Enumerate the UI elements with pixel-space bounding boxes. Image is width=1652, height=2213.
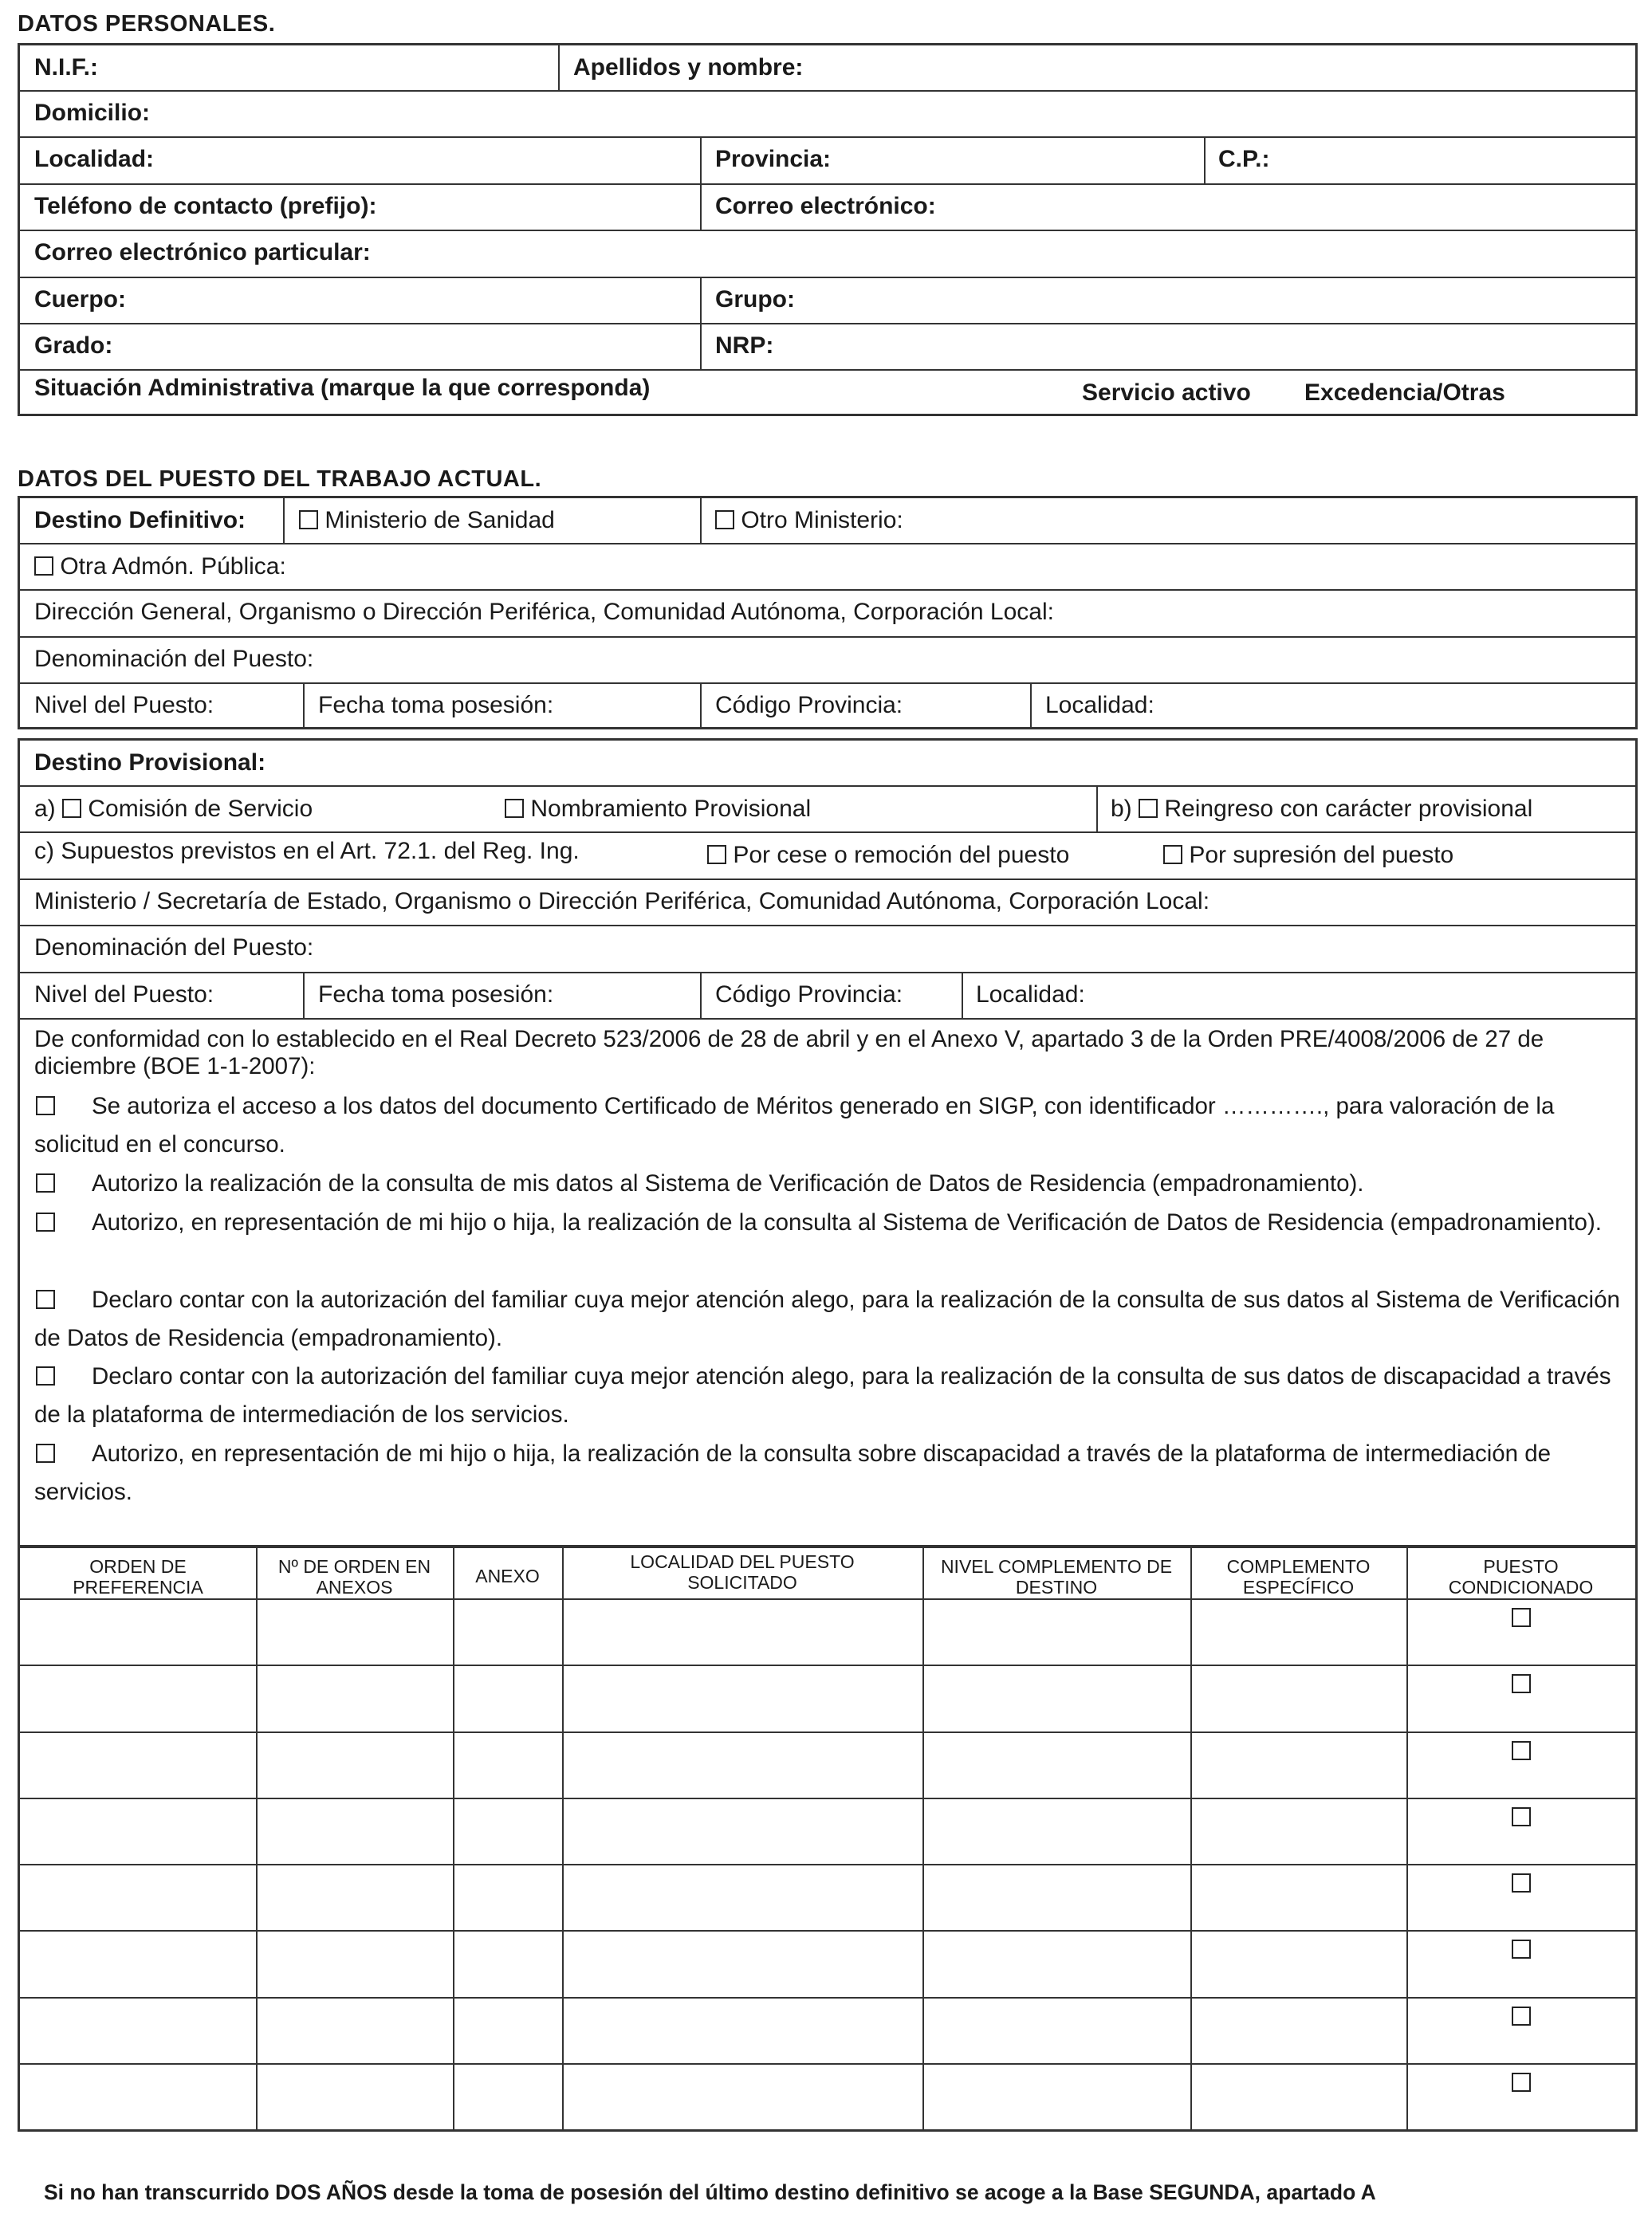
col-orden-preferencia bbox=[20, 1556, 256, 1598]
telefono-label: Teléfono de contacto (prefijo): bbox=[34, 193, 377, 219]
consent-item bbox=[34, 1358, 1627, 1434]
consent-item bbox=[34, 1204, 1627, 1242]
comision-option[interactable] bbox=[34, 795, 313, 823]
codigo-provincia-label: Código Provincia: bbox=[715, 692, 903, 718]
grupo-label: Grupo: bbox=[715, 286, 795, 312]
correo-particular-label: Correo electrónico particular: bbox=[34, 239, 371, 265]
header-line: CONDICIONADO bbox=[1448, 1577, 1594, 1598]
servicio-activo-option[interactable]: Servicio activo bbox=[1082, 379, 1251, 406]
header-line: Nº DE ORDEN EN bbox=[277, 1556, 431, 1577]
table-row[interactable] bbox=[20, 1598, 1635, 1665]
header-line: ANEXO bbox=[475, 1566, 540, 1586]
cp-label: C.P.: bbox=[1218, 146, 1270, 172]
checkbox-icon[interactable] bbox=[36, 1444, 55, 1463]
correo-label: Correo electrónico: bbox=[715, 193, 936, 219]
otro-ministerio-option[interactable] bbox=[715, 506, 903, 535]
puesto-condicionado-checkbox[interactable] bbox=[1512, 1940, 1531, 1959]
provincia-label: Provincia: bbox=[715, 146, 832, 172]
personal-heading: DATOS PERSONALES. bbox=[18, 11, 276, 37]
excedencia-option[interactable]: Excedencia/Otras bbox=[1304, 379, 1505, 406]
header-line: ESPECÍFICO bbox=[1242, 1577, 1355, 1598]
por-supresion-label: Por supresión del puesto bbox=[1189, 842, 1454, 868]
checkbox-icon[interactable] bbox=[62, 799, 81, 818]
reingreso-label: Reingreso con carácter provisional bbox=[1164, 796, 1533, 822]
ministerio-sanidad-label: Ministerio de Sanidad bbox=[324, 507, 555, 533]
destino-definitivo-label: Destino Definitivo: bbox=[34, 507, 246, 533]
header-line: ANEXOS bbox=[316, 1577, 393, 1598]
otra-admon-option[interactable] bbox=[34, 552, 286, 581]
header-line: PUESTO bbox=[1483, 1556, 1559, 1577]
table-row[interactable] bbox=[20, 1798, 1635, 1864]
consent-item-text: Autorizo la realización de la consulta de mis datos al Sistema de Verificación de Datos de Residencia (empadronamiento). bbox=[92, 1170, 1364, 1197]
header-line: SOLICITADO bbox=[687, 1572, 797, 1593]
por-supresion-option[interactable] bbox=[1163, 841, 1453, 870]
nivel-provisional-label: Nivel del Puesto: bbox=[34, 981, 214, 1008]
header-line: LOCALIDAD DEL PUESTO bbox=[630, 1551, 855, 1572]
nivel-label: Nivel del Puesto: bbox=[34, 692, 214, 718]
fecha-label: Fecha toma posesión: bbox=[318, 692, 554, 718]
destino-provisional-box bbox=[18, 738, 1638, 1547]
header-line: DESTINO bbox=[1015, 1577, 1098, 1598]
col-puesto-condicionado bbox=[1406, 1556, 1635, 1598]
puesto-heading: DATOS DEL PUESTO DEL TRABAJO ACTUAL. bbox=[18, 466, 542, 492]
consent-item-text: Autorizo, en representación de mi hijo o hija, la realización de la consulta sobre discapacidad a través de la plataforma de intermediación de servicios. bbox=[34, 1441, 1552, 1505]
consent-item-text: Autorizo, en representación de mi hijo o hija, la realización de la consulta al Sistema de Verificación de Datos de Residencia (empadronamiento). bbox=[92, 1209, 1602, 1236]
puesto-condicionado-checkbox[interactable] bbox=[1512, 2073, 1531, 2092]
puesto-condicionado-checkbox[interactable] bbox=[1512, 1873, 1531, 1893]
checkbox-icon[interactable] bbox=[1139, 799, 1158, 818]
table-row[interactable] bbox=[20, 2063, 1635, 2129]
b-prefix: b) bbox=[1111, 796, 1132, 822]
header-line: NIVEL COMPLEMENTO DE bbox=[940, 1556, 1173, 1577]
reingreso-option[interactable] bbox=[1111, 795, 1532, 823]
domicilio-label: Domicilio: bbox=[34, 100, 151, 126]
checkbox-icon[interactable] bbox=[299, 510, 318, 529]
consent-item bbox=[34, 1281, 1627, 1358]
destino-definitivo-box bbox=[18, 496, 1638, 729]
checkbox-icon[interactable] bbox=[34, 556, 53, 576]
supuestos-label: c) Supuestos previstos en el Art. 72.1. del Reg. Ing. bbox=[34, 838, 580, 864]
nif-label: N.I.F.: bbox=[34, 54, 98, 81]
localidad-label: Localidad: bbox=[1045, 692, 1154, 718]
denominacion-label: Denominación del Puesto: bbox=[34, 646, 314, 672]
personal-data-box bbox=[18, 43, 1638, 416]
table-row[interactable] bbox=[20, 1864, 1635, 1930]
consent-item-text: Declaro contar con la autorización del familiar cuya mejor atención alego, para la realización de la consulta de sus datos de discapacidad a través de la plataforma de intermediación de los servicios. bbox=[34, 1363, 1611, 1428]
nombre-label: Apellidos y nombre: bbox=[573, 54, 804, 81]
checkbox-icon[interactable] bbox=[36, 1173, 55, 1193]
preferences-table bbox=[18, 1546, 1638, 2132]
consent-item-text: Declaro contar con la autorización del familiar cuya mejor atención alego, para la realización de la consulta de sus datos al Sistema de Verificación de Datos de Residencia (empadronamiento). bbox=[34, 1287, 1620, 1351]
consent-item-text: Se autoriza el acceso a los datos del documento Certificado de Méritos generado en SIGP, con identificador …………., para valoración de la solicitud en el concurso. bbox=[34, 1093, 1555, 1158]
situacion-label: Situación Administrativa (marque la que corresponda) bbox=[34, 375, 651, 401]
codigo-provincia-provisional-label: Código Provincia: bbox=[715, 981, 903, 1008]
por-cese-option[interactable] bbox=[707, 841, 1069, 870]
col-complemento-especifico bbox=[1190, 1556, 1406, 1598]
header-line: ORDEN DE bbox=[89, 1556, 187, 1577]
header-line: PREFERENCIA bbox=[73, 1577, 203, 1598]
checkbox-icon[interactable] bbox=[36, 1366, 55, 1386]
consent-item bbox=[34, 1087, 1627, 1164]
checkbox-icon[interactable] bbox=[36, 1213, 55, 1232]
footer-note: Si no han transcurrido DOS AÑOS desde la toma de posesión del último destino definitivo se acoge a la Base SEGUNDA, apartado A bbox=[44, 2180, 1376, 2204]
otro-ministerio-label: Otro Ministerio: bbox=[741, 507, 903, 533]
col-nivel-complemento bbox=[922, 1556, 1190, 1598]
nrp-label: NRP: bbox=[715, 332, 774, 359]
checkbox-icon[interactable] bbox=[36, 1096, 55, 1115]
table-row[interactable] bbox=[20, 1997, 1635, 2063]
direccion-general-label: Dirección General, Organismo o Dirección Periférica, Comunidad Autónoma, Corporación Local: bbox=[34, 599, 1054, 625]
consent-item bbox=[34, 1165, 1627, 1203]
table-row[interactable] bbox=[20, 1731, 1635, 1798]
col-numero-orden bbox=[256, 1556, 453, 1598]
consent-item bbox=[34, 1435, 1627, 1511]
puesto-condicionado-checkbox[interactable] bbox=[1512, 1741, 1531, 1760]
checkbox-icon[interactable] bbox=[707, 845, 726, 864]
header-line: COMPLEMENTO bbox=[1226, 1556, 1371, 1577]
ministerio-secretaria-label: Ministerio / Secretaría de Estado, Organismo o Dirección Periférica, Comunidad Autónoma, Corporación Local: bbox=[34, 888, 1210, 914]
denominacion-provisional-label: Denominación del Puesto: bbox=[34, 934, 314, 961]
ministerio-sanidad-option[interactable] bbox=[299, 506, 555, 535]
localidad-provisional-label: Localidad: bbox=[976, 981, 1085, 1008]
destino-provisional-label: Destino Provisional: bbox=[34, 749, 266, 776]
comision-label: Comisión de Servicio bbox=[88, 796, 313, 822]
localidad-label: Localidad: bbox=[34, 146, 155, 172]
puesto-condicionado-checkbox[interactable] bbox=[1512, 1807, 1531, 1826]
fecha-provisional-label: Fecha toma posesión: bbox=[318, 981, 554, 1008]
nombramiento-label: Nombramiento Provisional bbox=[530, 796, 812, 822]
checkbox-icon[interactable] bbox=[505, 799, 524, 818]
grado-label: Grado: bbox=[34, 332, 113, 359]
consent-intro: De conformidad con lo establecido en el Real Decreto 523/2006 de 28 de abril y en el Anexo V, apartado 3 de la Orden PRE/4008/2006 de 27 de diciembre (BOE 1-1-2007): bbox=[34, 1026, 1544, 1079]
puesto-condicionado-checkbox[interactable] bbox=[1512, 1608, 1531, 1627]
col-localidad bbox=[562, 1551, 922, 1593]
col-anexo bbox=[453, 1566, 562, 1586]
checkbox-icon[interactable] bbox=[36, 1290, 55, 1309]
nombramiento-option[interactable] bbox=[505, 795, 811, 823]
puesto-condicionado-checkbox[interactable] bbox=[1512, 2007, 1531, 2026]
checkbox-icon[interactable] bbox=[1163, 845, 1182, 864]
table-row[interactable] bbox=[20, 1665, 1635, 1731]
a-prefix: a) bbox=[34, 796, 56, 822]
cuerpo-label: Cuerpo: bbox=[34, 286, 126, 312]
puesto-condicionado-checkbox[interactable] bbox=[1512, 1674, 1531, 1693]
otra-admon-label: Otra Admón. Pública: bbox=[60, 553, 286, 580]
por-cese-label: Por cese o remoción del puesto bbox=[733, 842, 1070, 868]
checkbox-icon[interactable] bbox=[715, 510, 734, 529]
table-row[interactable] bbox=[20, 1930, 1635, 1996]
